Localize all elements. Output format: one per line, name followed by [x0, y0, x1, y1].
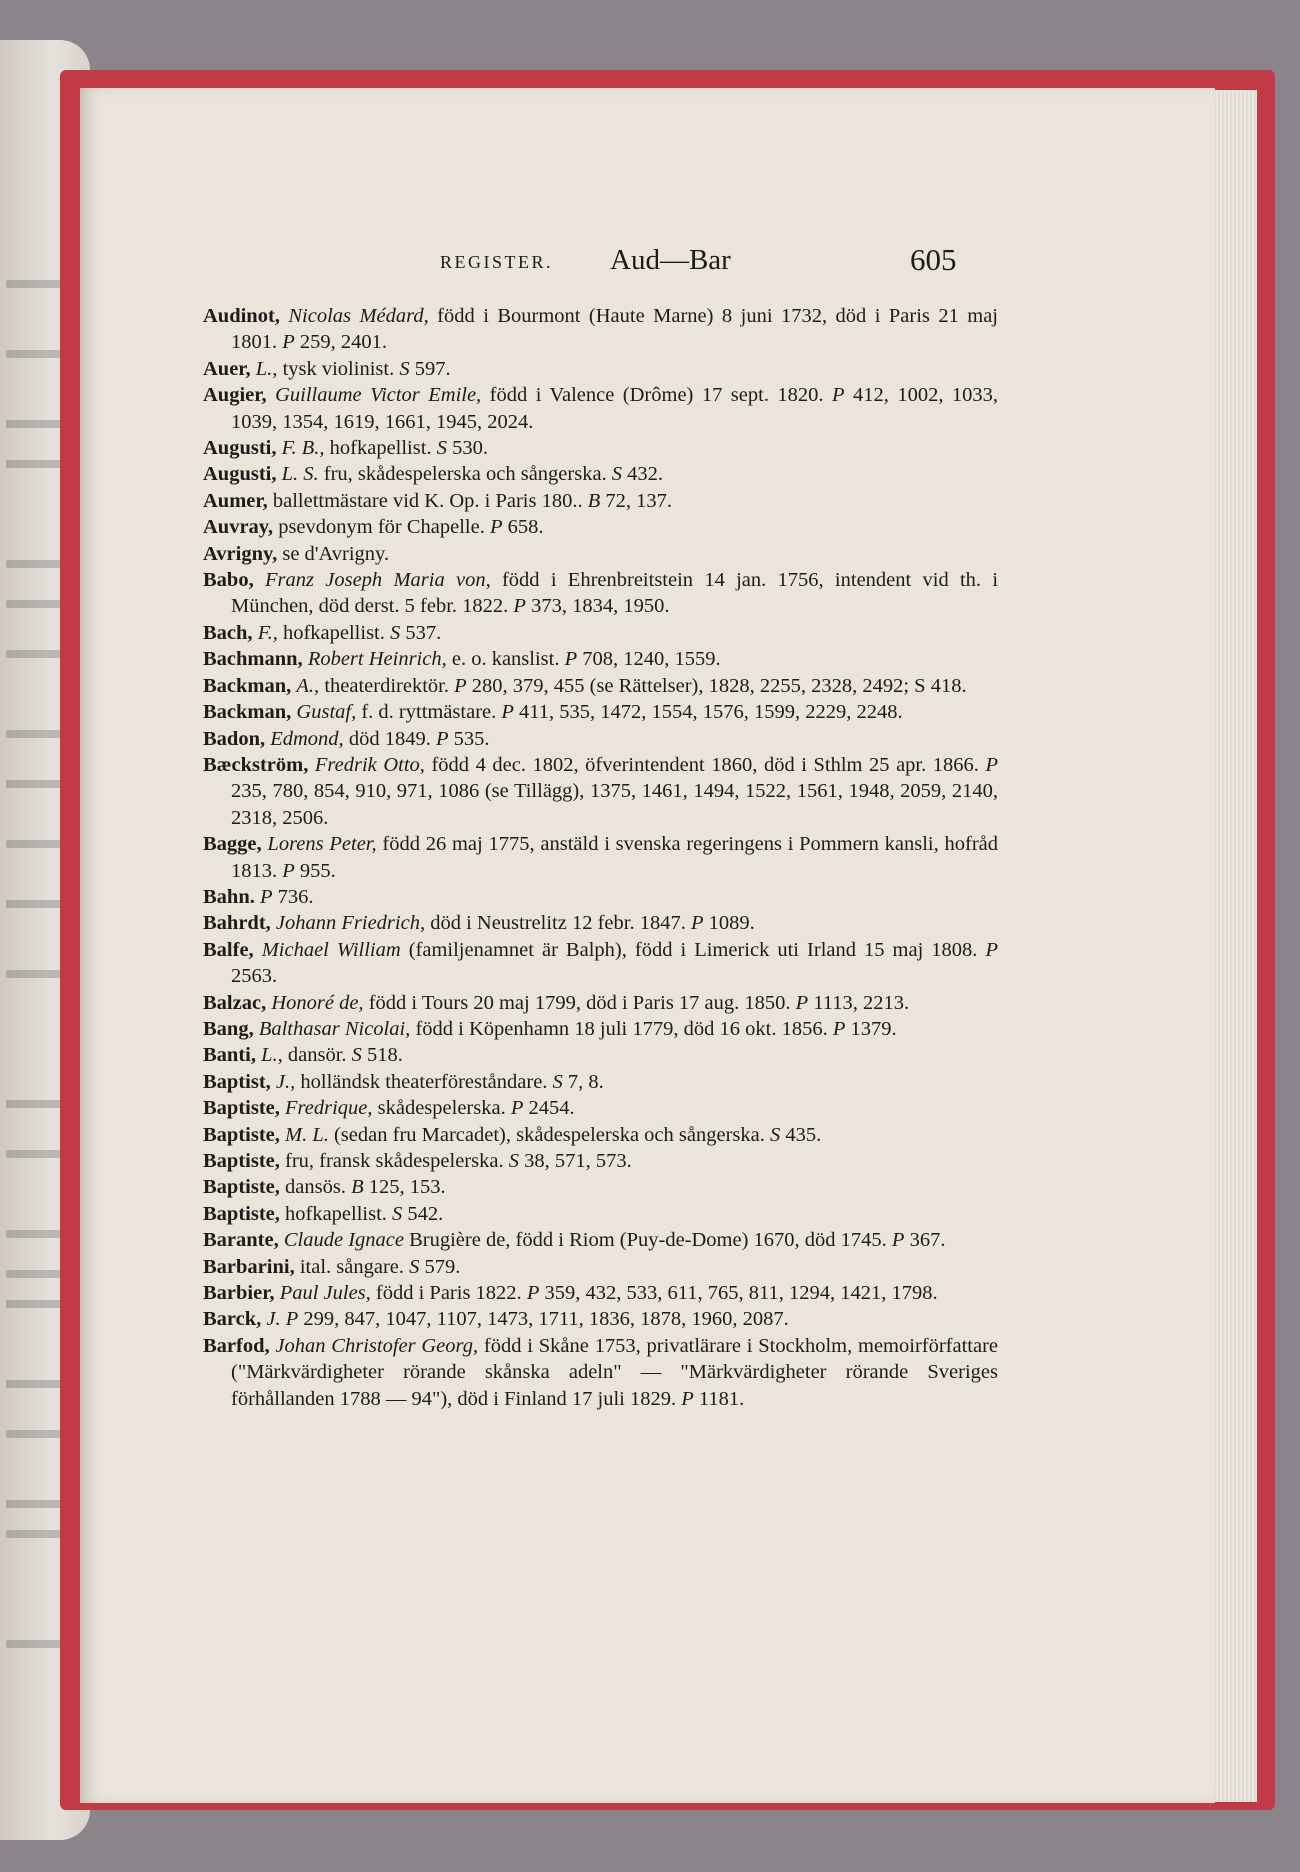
entry-text: född i Bourmont (Haute Marne) 8 juni 1732, död i Paris 21 maj 1801. [231, 305, 999, 354]
entry-text: (sedan fru Marcadet), skådespelerska och sångerska. [333, 1123, 765, 1146]
index-entry [203, 382, 998, 435]
entry-given-names: F. B., [281, 437, 325, 460]
entry-reference-code: S [508, 1150, 519, 1172]
index-entry [203, 673, 998, 699]
entry-text: född i Tours 20 maj 1799, död i Paris 17 aug. 1850. [368, 991, 791, 1014]
entry-reference-code: P [681, 1387, 694, 1410]
entry-given-names: Robert Heinrich, [307, 648, 447, 671]
page-number: 605 [910, 242, 957, 277]
entry-page-numbers: 597. [414, 357, 451, 380]
entry-text: se d'Avrigny. [282, 542, 390, 565]
entry-page-numbers: 518. [367, 1044, 403, 1067]
index-entry [203, 1042, 998, 1068]
entry-text: hofkapellist. [285, 1202, 387, 1225]
entry-text: (familjenamnet är Balph), född i Limerick uti Irland 15 maj 1808. [408, 938, 978, 961]
entry-reference-code: S [770, 1123, 781, 1146]
entry-page-numbers: 435. [785, 1123, 822, 1146]
entry-reference-code: S [390, 621, 401, 644]
entry-page-numbers: 537. [405, 621, 442, 644]
index-entry [203, 514, 998, 540]
entry-given-names: L., [261, 1044, 283, 1067]
entry-given-names: F., [257, 621, 278, 644]
entry-text: fru, skådespelerska och sångerska. [323, 463, 607, 486]
entry-headword: Barbarini, [203, 1255, 295, 1278]
running-head-label: REGISTER. [440, 252, 554, 272]
index-entry [203, 990, 998, 1016]
entry-given-names: Fredrik Otto, [314, 753, 425, 776]
entry-page-numbers: 373, 1834, 1950. [531, 595, 670, 618]
entry-reference-code: P [510, 1097, 524, 1120]
entry-text: holländsk theaterföreståndare. [300, 1070, 548, 1093]
running-head-range: Aud—Bar [610, 244, 731, 276]
entry-text: född i Skåne 1753, privatlärare i Stockholm, memoirförfattare ("Märkvärdigheter rörande skånska adeln" — "Märkvärdigheter rörande Sveriges förhållanden 1788 — 94"), död i Finland 17 juli 1829. [231, 1334, 999, 1410]
entry-page-numbers: 235, 780, 854, 910, 971, 1086 (se Tillägg), 1375, 1461, 1494, 1522, 1561, 1948, 2059, 2140, 2318, 2506. [231, 780, 998, 829]
entry-headword: Barck, [203, 1308, 262, 1331]
entry-reference-code: P [985, 938, 998, 961]
entry-text: född 26 maj 1775, anstäld i svenska regeringens i Pommern kansli, hofråd 1813. [231, 833, 998, 882]
entry-page-numbers: 411, 535, 1472, 1554, 1576, 1599, 2229, 2248. [519, 701, 903, 724]
entry-given-names: Edmond, [270, 727, 344, 750]
entry-given-names: Johan Christofer Georg, [275, 1334, 479, 1357]
index-entry [203, 1280, 998, 1306]
entry-given-names: Nicolas Médard, [288, 305, 429, 327]
index-entry [203, 488, 998, 514]
index-entry [203, 752, 998, 831]
entry-page-numbers: 1089. [708, 912, 755, 935]
entry-headword: Bæckström, [203, 753, 309, 776]
index-entry [203, 1016, 998, 1042]
entry-reference-code: S [611, 463, 623, 486]
entry-given-names: Franz Joseph Maria von, [264, 569, 491, 592]
entry-given-names: J., [275, 1070, 296, 1093]
index-entry [203, 620, 998, 646]
entry-text: född i Paris 1822. [375, 1282, 522, 1305]
entry-headword: Baptist, [203, 1070, 271, 1093]
entry-headword: Audinot, [203, 305, 280, 327]
entry-page-numbers: 299, 847, 1047, 1107, 1473, 1711, 1836, 1878, 1960, 2087. [303, 1308, 789, 1331]
entry-text: död i Neustrelitz 12 febr. 1847. [430, 912, 686, 935]
index-entry [203, 646, 998, 672]
index-entry [203, 1069, 998, 1095]
index-entry [203, 1122, 998, 1148]
entry-page-numbers: 535. [453, 727, 490, 750]
entry-given-names: Michael William [261, 938, 401, 961]
entry-headword: Banti, [203, 1044, 256, 1067]
index-entry [203, 699, 998, 725]
index-entry [203, 356, 998, 382]
entry-reference-code: P [282, 859, 295, 882]
entry-page-numbers: 367. [909, 1229, 946, 1252]
entry-text: psevdonym för Chapelle. [278, 516, 485, 539]
entry-page-numbers: 658. [507, 516, 544, 539]
entry-given-names: M. L. [285, 1123, 329, 1146]
entry-reference-code: P [690, 912, 704, 935]
entry-reference-code: S [552, 1070, 563, 1093]
entry-text: Brugière de, född i Riom (Puy-de-Dome) 1670, död 1745. [409, 1229, 887, 1252]
entry-reference-code: B [587, 489, 601, 512]
entry-headword: Bach, [203, 621, 253, 644]
index-entry [203, 567, 998, 620]
entry-reference-code: P [435, 727, 449, 750]
entry-text: f. d. ryttmästare. [361, 701, 497, 724]
entry-reference-code: S [436, 437, 447, 460]
entry-text: skådespelerska. [377, 1097, 506, 1120]
entry-page-numbers: 955. [299, 859, 336, 882]
index-entry [203, 1227, 998, 1253]
index-entry [203, 884, 998, 910]
index-entry [203, 435, 998, 461]
entry-headword: Badon, [203, 727, 266, 750]
entry-text: född 4 dec. 1802, öfverintendent 1860, död i Sthlm 25 apr. 1866. [431, 753, 979, 776]
index-entry [203, 831, 998, 884]
entry-page-numbers: 530. [452, 437, 488, 460]
entry-text: död 1849. [348, 727, 431, 750]
entry-text: ballettmästare vid K. Op. i Paris 180.. [272, 489, 583, 512]
entry-page-numbers: 2454. [528, 1097, 575, 1120]
entry-headword: Bang, [203, 1017, 254, 1040]
entry-page-numbers: 259, 2401. [299, 331, 388, 354]
entry-headword: Balfe, [203, 938, 254, 961]
index-entry [203, 1148, 998, 1174]
entry-headword: Augusti, [203, 437, 277, 460]
entry-text: dansös. [285, 1176, 346, 1199]
entry-given-names: L., [255, 357, 278, 380]
entry-given-names: Fredrique, [285, 1097, 373, 1120]
entry-text: ital. sångare. [299, 1255, 404, 1278]
entry-headword: Baptiste, [203, 1150, 280, 1172]
entry-headword: Bachmann, [203, 648, 303, 671]
entry-text: född i Valence (Drôme) 17 sept. 1820. [489, 384, 824, 407]
entry-page-numbers: 38, 571, 573. [524, 1150, 632, 1172]
entry-reference-code: P [526, 1282, 540, 1305]
entry-headword: Barbier, [203, 1282, 275, 1305]
entry-headword: Augier, [203, 384, 267, 407]
entry-given-names: Paul Jules, [279, 1282, 371, 1305]
entry-reference-code: P [832, 384, 845, 407]
entry-reference-code: S [409, 1255, 420, 1278]
entry-reference-code: P [489, 516, 503, 539]
entry-page-numbers: 1181. [698, 1387, 745, 1410]
entry-text: tysk violinist. [282, 357, 395, 380]
entry-headword: Auvray, [203, 516, 274, 539]
entry-text: hofkapellist. [282, 621, 385, 644]
entry-reference-code: P [259, 885, 273, 908]
entry-given-names: Gustaf, [296, 701, 357, 724]
entry-reference-code: P [795, 991, 809, 1014]
entry-reference-code: P [985, 753, 999, 776]
entry-text: född i Ehrenbreitstein 14 jan. 1756, intendent vid th. i München, död derst. 5 febr. 1822. [231, 569, 999, 618]
entry-text: fru, fransk skådespelerska. [285, 1150, 504, 1172]
entry-page-numbers: 412, 1002, 1033, 1039, 1354, 1619, 1661, 1945, 2024. [231, 384, 999, 433]
entry-text: dansör. [287, 1044, 347, 1067]
entry-reference-code: P [454, 674, 467, 697]
entry-reference-code: S [351, 1044, 362, 1067]
entry-headword: Balzac, [203, 991, 267, 1014]
entry-reference-code: P [564, 648, 578, 671]
entry-page-numbers: 7, 8. [567, 1070, 604, 1093]
register-index [203, 303, 998, 1412]
entry-headword: Barfod, [203, 1334, 270, 1357]
entry-page-numbers: 1113, 2213. [813, 991, 910, 1014]
entry-text: född i Köpenhamn 18 juli 1779, död 16 okt. 1856. [415, 1017, 828, 1040]
entry-text: theaterdirektör. [324, 674, 449, 697]
index-entry [203, 1254, 998, 1280]
entry-page-numbers: 1379. [850, 1017, 897, 1040]
index-entry [203, 1306, 998, 1332]
entry-reference-code: S [399, 357, 410, 380]
entry-given-names: J. [266, 1308, 281, 1331]
entry-page-numbers: 708, 1240, 1559. [582, 648, 721, 671]
index-entry [203, 910, 998, 936]
running-head [440, 242, 1000, 282]
entry-headword: Bagge, [203, 833, 262, 856]
entry-reference-code: P [832, 1017, 846, 1040]
entry-page-numbers: 736. [277, 885, 314, 908]
entry-page-numbers: 280, 379, 455 (se Rättelser), 1828, 2255, 2328, 2492; S 418. [471, 674, 967, 697]
entry-page-numbers: 579. [424, 1255, 461, 1278]
entry-headword: Baptiste, [203, 1123, 280, 1146]
entry-reference-code: B [351, 1176, 364, 1199]
index-entry [203, 461, 998, 487]
entry-reference-code: S [392, 1202, 403, 1225]
index-entry [203, 1333, 998, 1412]
entry-headword: Avrigny, [203, 542, 278, 565]
entry-reference-code: P [501, 701, 514, 724]
entry-headword: Aumer, [203, 489, 268, 512]
entry-page-numbers: 72, 137. [605, 489, 672, 512]
entry-page-numbers: 2563. [231, 965, 278, 988]
entry-page-numbers: 359, 432, 533, 611, 765, 811, 1294, 1421, 1798. [544, 1282, 938, 1305]
index-entry [203, 726, 998, 752]
entry-headword: Barante, [203, 1229, 279, 1252]
entry-given-names: Guillaume Victor Emile, [275, 384, 482, 407]
entry-reference-code: P [282, 331, 295, 354]
entry-headword: Backman, [203, 701, 292, 724]
entry-given-names: Honoré de, [271, 991, 364, 1014]
index-entry [203, 1201, 998, 1227]
entry-reference-code: P [513, 595, 526, 618]
index-entry [203, 1095, 998, 1121]
entry-text: e. o. kanslist. [451, 648, 560, 671]
index-entry [203, 937, 998, 990]
entry-given-names: Lorens Peter, [267, 833, 377, 856]
entry-page-numbers: 432. [627, 463, 664, 486]
entry-given-names: Claude Ignace [283, 1229, 404, 1252]
entry-given-names: L. S. [281, 463, 319, 486]
entry-headword: Baptiste, [203, 1202, 280, 1225]
entry-headword: Baptiste, [203, 1097, 280, 1120]
entry-headword: Baptiste, [203, 1176, 280, 1199]
entry-headword: Augusti, [203, 463, 277, 486]
entry-reference-code: P [891, 1229, 905, 1252]
entry-headword: Bahn. [203, 885, 255, 908]
index-entry [203, 541, 998, 567]
entry-given-names: A., [296, 674, 320, 697]
entry-headword: Auer, [203, 357, 251, 380]
entry-reference-code: P [285, 1308, 299, 1331]
entry-headword: Babo, [203, 569, 254, 592]
entry-page-numbers: 542. [407, 1202, 444, 1225]
entry-given-names: Balthasar Nicolai, [258, 1017, 411, 1040]
entry-page-numbers: 125, 153. [368, 1176, 446, 1199]
index-entry [203, 1174, 998, 1200]
page-edges [1215, 90, 1257, 1802]
entry-given-names: Johann Friedrich, [275, 912, 426, 935]
index-entry [203, 303, 998, 356]
entry-headword: Backman, [203, 674, 292, 697]
entry-text: hofkapellist. [329, 437, 432, 460]
entry-headword: Bahrdt, [203, 912, 271, 935]
